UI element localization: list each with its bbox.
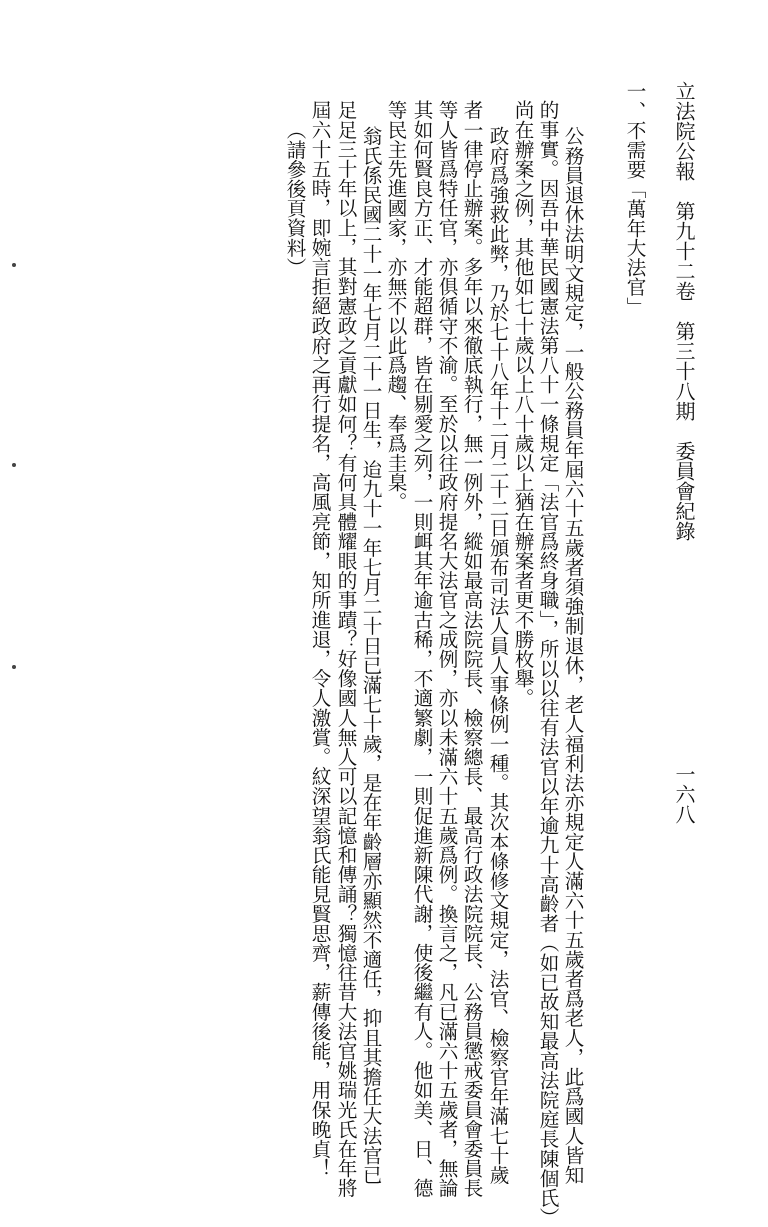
paragraph-line: 足足三十年以上，其對憲政之貢獻如何？有何具體耀眼的事蹟？好像國人無人可以記憶和傳誦？獨憶往昔大法官姚瑞光氏在年將 bbox=[334, 100, 357, 1198]
paragraph-line: 者一律停止辦案。多年以來徹底執行，無一例外，縱如最高法院院長、檢察總長、最高行政法院院長、公務員懲戒委員會委員長 bbox=[460, 100, 483, 1198]
paragraph-line: 的事實。因吾中華民國憲法第八十一條規定「法官爲終身職」，所以以往有法官以年逾九十高齡者（如已故知最高法院庭長陳個氏） bbox=[536, 100, 559, 1227]
paragraph-line: 尚在辦案之例，其他如七十歲以上八十歲以上猶在辦案者更不勝枚舉。 bbox=[511, 100, 534, 708]
reference-note: （請參後頁資料） bbox=[283, 120, 306, 277]
section-heading: 一、不需要「萬年大法官」 bbox=[623, 81, 646, 317]
page-number: 一六八 bbox=[672, 764, 696, 824]
scan-dot bbox=[12, 263, 16, 267]
journal-header: 立法院公報 第九十二卷 第三十八期 委員會紀錄 bbox=[672, 81, 696, 541]
scan-dot bbox=[12, 665, 16, 669]
paragraph-line: 等民主先進國家，亦無不以此爲趨、奉爲圭臬。 bbox=[384, 100, 407, 512]
paragraph-line: 公務員退休法明文規定，一般公務員年屆六十五歲者須強制退休，老人福利法亦規定人滿六十五歲者爲老人，此爲國人皆知 bbox=[561, 126, 584, 1185]
paragraph-line: 等人皆爲特任官，亦俱循守不渝。至於以往政府提名大法官之成例，亦以未滿六十五歲爲例。換言之，凡已滿六十五歲者，無論 bbox=[435, 100, 458, 1198]
paragraph-line: 政府爲強救此弊，乃於七十八年十二月二十二日頒布司法人員人事條例一種。其次本條修文規定，法官、檢察官年滿七十歲 bbox=[486, 126, 509, 1185]
paragraph-line: 其如何賢良方正、才能超群，皆在剔愛之列，一則衈其年逾古稀，不適繁劇，一則促進新陳代謝，使後繼有人。他如美、日、德 bbox=[410, 100, 433, 1198]
scan-dot bbox=[12, 463, 16, 467]
paragraph-line: 翁氏係民國二十一年七月二十一日生，迨九十一年七月二十日已滿七十歲，是在年齡層亦顯然不適任，抑且其擔任大法官已 bbox=[359, 126, 382, 1185]
paragraph-line: 屆六十五時，即婉言拒絕政府之再行提名，高風亮節，知所進退，令人激賞。紋深望翁氏能見賢思齊，薪傳後能，用保晚貞！ bbox=[308, 100, 331, 1178]
